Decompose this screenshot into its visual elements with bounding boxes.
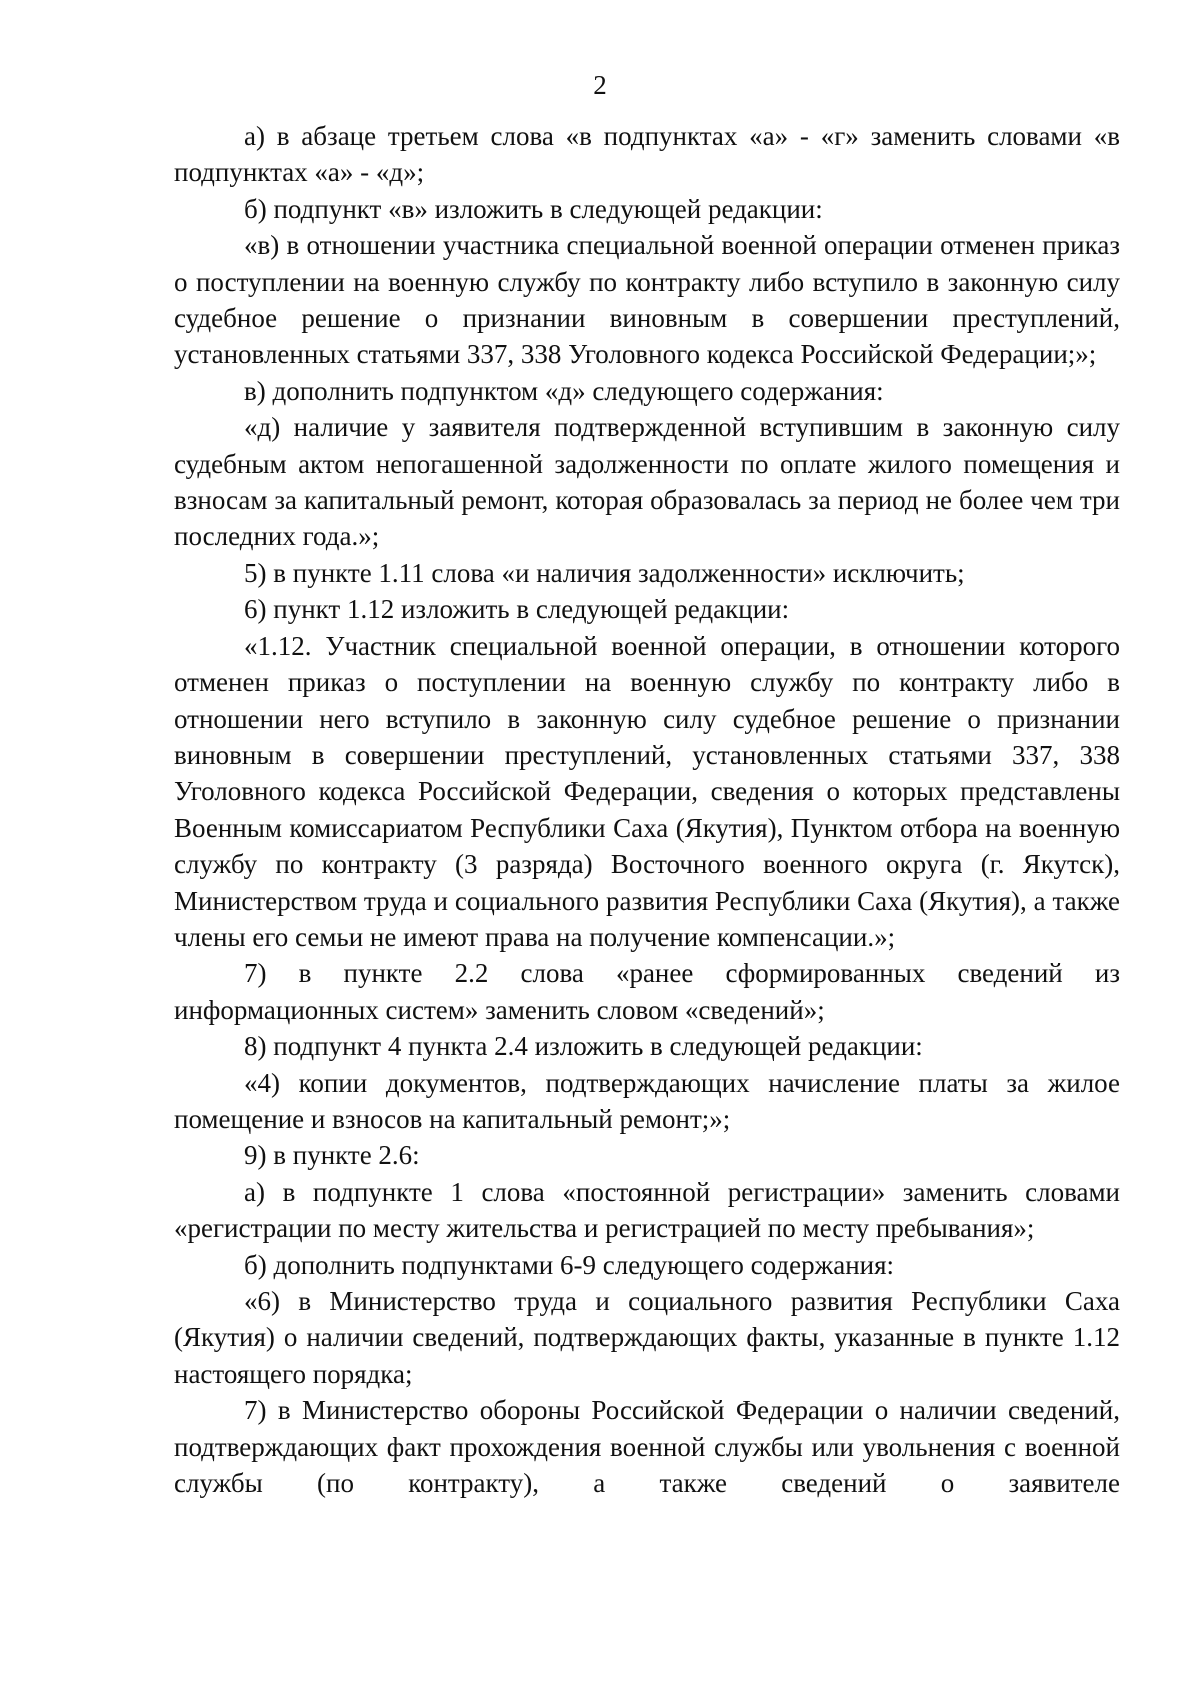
paragraph-13: а) в подпункте 1 слова «постоянной регистрации» заменить словами «регистрации по месту жительства и регистрацией по месту пребывания»; (174, 1176, 1120, 1244)
page-number: 2 (593, 70, 607, 100)
paragraph-15: «6) в Министерство труда и социального развития Республики Саха (Якутия) о наличии сведений, подтверждающих факты, указанные в пункте 1.12 настоящего порядка; (174, 1286, 1120, 1389)
paragraph-1: а) в абзаце третьем слова «в подпунктах «а» - «г» заменить словами «в подпунктах «а» - «д»; (174, 121, 1120, 188)
paragraph-14: б) дополнить подпунктами 6-9 следующего содержания: (244, 1249, 895, 1280)
paragraph-16: 7) в Министерство обороны Российской Федерации о наличии сведений, подтверждающих факт прохождения военной службы или увольнения с военной службы (по контракту), а также сведений о заявителе (174, 1395, 1120, 1499)
paragraph-11: «4) копии документов, подтверждающих начисление платы за жилое помещение и взносов на капитальный ремонт;»; (174, 1067, 1120, 1134)
paragraph-8: «1.12. Участник специальной военной операции, в отношении которого отменен приказ о поступлении на военную службу по контракту либо в отношении него вступило в законную силу судебное решение о признании виновным в совершении преступлений, установленных статьями 337, 338 Уголовного кодекса Российской Федерации, сведения о которых представлены Военным комиссариатом Республики Саха (Якутия), Пунктом отбора на военную службу по контракту (3 разряда) Восточного военного округа (г. Якутск), Министерством труда и социального развития Республики Саха (Якутия), а также члены его семьи не имеют права на получение компенсации.»; (174, 630, 1120, 952)
paragraph-10: 8) подпункт 4 пункта 2.4 изложить в следующей редакции: (244, 1031, 923, 1062)
paragraph-6: 5) в пункте 1.11 слова «и наличия задолженности» исключить; (244, 557, 965, 588)
paragraph-3: «в) в отношении участника специальной военной операции отменен приказ о поступлении на военную службу по контракту либо вступило в законную силу судебное решение о признании виновным в совершении преступлений, установленных статьями 337, 338 Уголовного кодекса Российской Федерации;»; (174, 230, 1120, 370)
paragraph-4: в) дополнить подпунктом «д» следующего содержания: (244, 375, 884, 406)
paragraph-12: 9) в пункте 2.6: (244, 1140, 420, 1171)
document-body (174, 118, 1120, 1501)
paragraph-7: 6) пункт 1.12 изложить в следующей редакции: (244, 594, 790, 625)
paragraph-5: «д) наличие у заявителя подтвержденной вступившим в законную силу судебным актом непогашенной задолженности по оплате жилого помещения и взносам за капитальный ремонт, которая образовалась за период не более чем три последних года.»; (174, 412, 1120, 552)
paragraph-2: б) подпункт «в» изложить в следующей редакции: (244, 193, 823, 224)
paragraph-9: 7) в пункте 2.2 слова «ранее сформированных сведений из информационных систем» заменить словом «сведений»; (174, 958, 1120, 1025)
